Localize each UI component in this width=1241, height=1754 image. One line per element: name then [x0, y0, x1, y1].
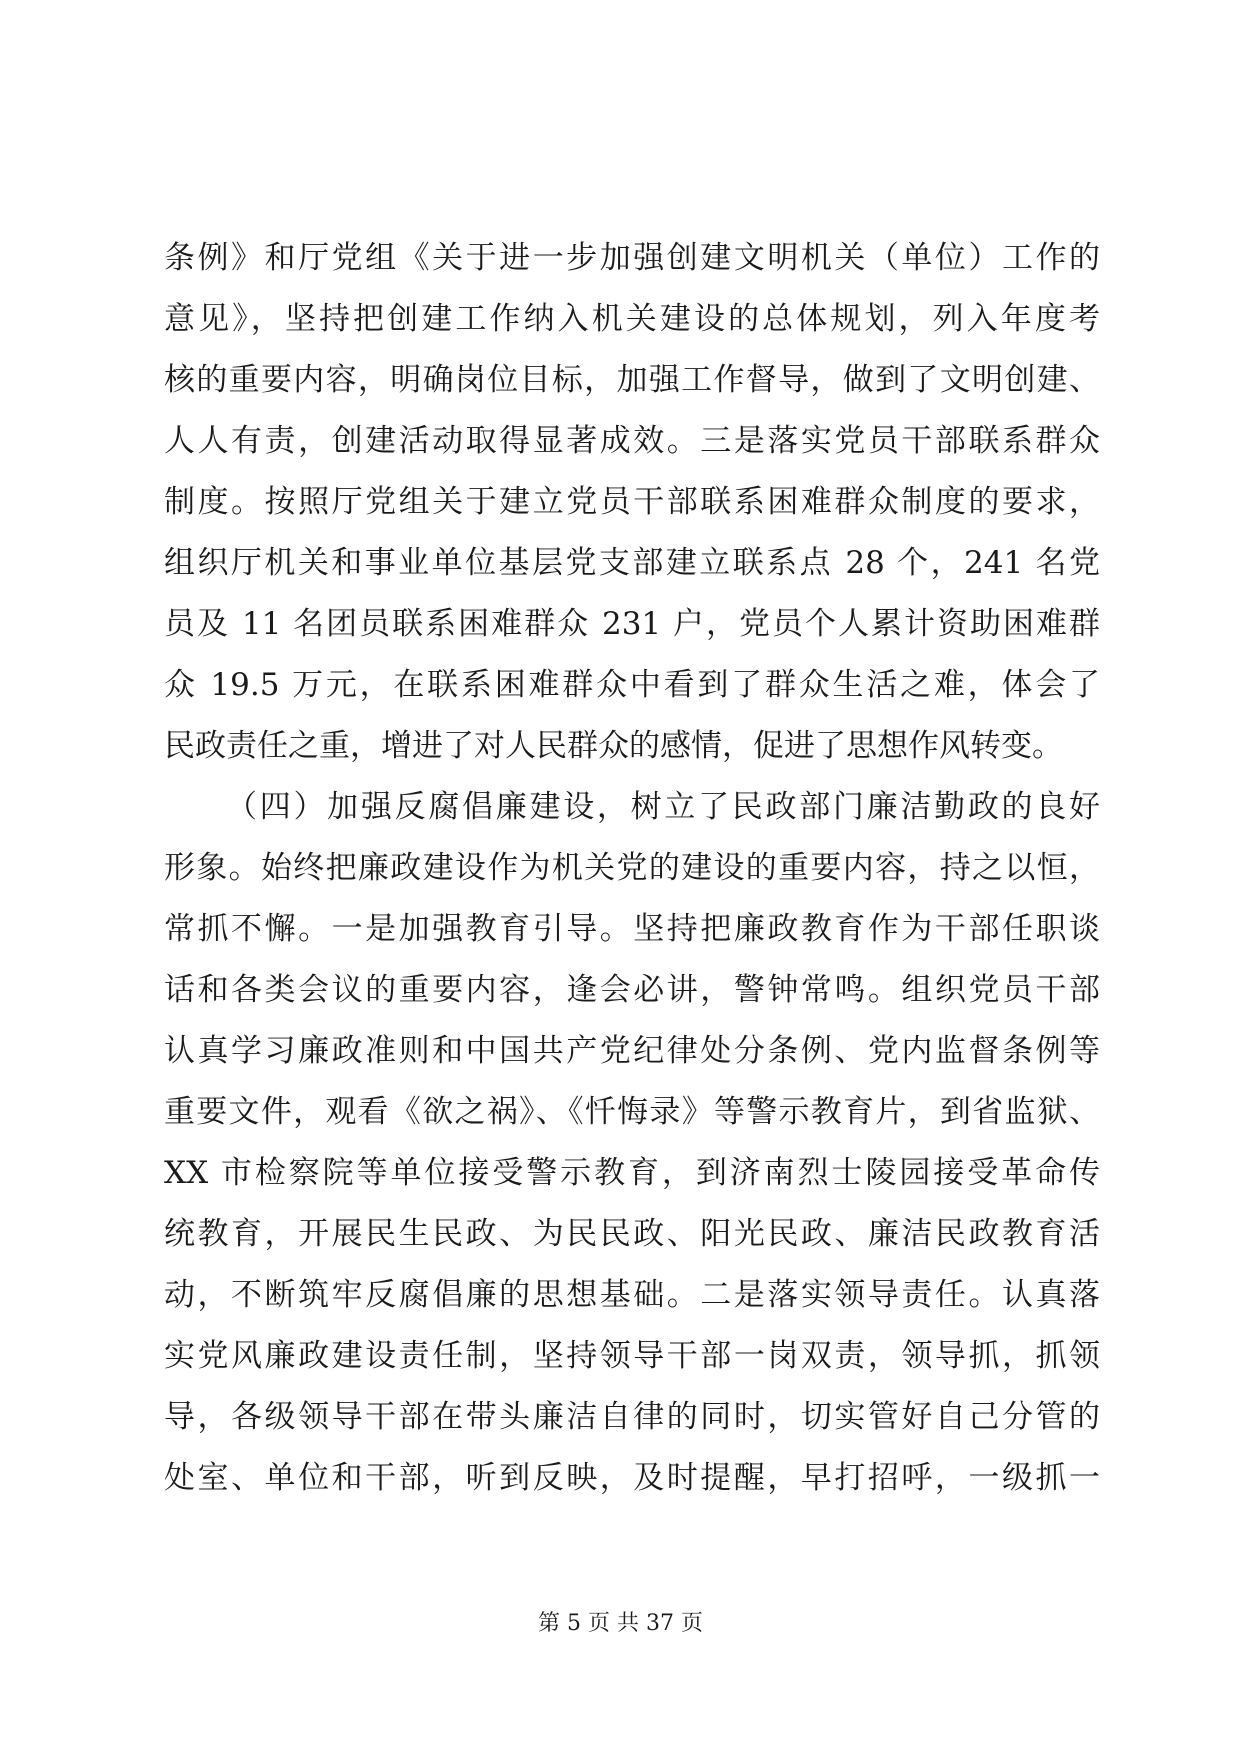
- text-line: （四）加强反腐倡廉建设，树立了民政部门廉洁勤政的良好: [226, 789, 1100, 825]
- text-line: 话和各类会议的重要内容，逢会必讲，警钟常鸣。组织党员干部: [164, 972, 1100, 1008]
- text-line: 核的重要内容，明确岗位目标，加强工作督导，做到了文明创建、: [164, 362, 1100, 398]
- text-line: 众 19.5 万元，在联系困难群众中看到了群众生活之难，体会了: [164, 667, 1100, 703]
- text-line: 重要文件，观看《欲之祸》、《忏悔录》等警示教育片，到省监狱、: [164, 1094, 1100, 1130]
- body-text: [164, 228, 1100, 1509]
- text-line: 实党风廉政建设责任制，坚持领导干部一岗双责，领导抓，抓领: [164, 1338, 1100, 1374]
- text-line: 组织厅机关和事业单位基层党支部建立联系点 28 个，241 名党: [164, 545, 1100, 581]
- text-line: 常抓不懈。一是加强教育引导。坚持把廉政教育作为干部任职谈: [164, 911, 1100, 947]
- text-line: 动，不断筑牢反腐倡廉的思想基础。二是落实领导责任。认真落: [164, 1277, 1100, 1313]
- text-line: 条例》和厅党组《关于进一步加强创建文明机关（单位）工作的: [164, 240, 1100, 276]
- text-line: 意见》，坚持把创建工作纳入机关建设的总体规划，列入年度考: [164, 301, 1100, 337]
- text-line: 形象。始终把廉政建设作为机关党的建设的重要内容，持之以恒，: [164, 850, 1100, 886]
- text-line: 人人有责，创建活动取得显著成效。三是落实党员干部联系群众: [164, 423, 1100, 459]
- text-line: 员及 11 名团员联系困难群众 231 户，党员个人累计资助困难群: [164, 606, 1100, 642]
- text-line: 民政责任之重，增进了对人民群众的感情，促进了思想作风转变。: [164, 728, 1063, 764]
- text-line: XX 市检察院等单位接受警示教育，到济南烈士陵园接受革命传: [164, 1155, 1100, 1191]
- text-line: 制度。按照厅党组关于建立党员干部联系困难群众制度的要求，: [164, 484, 1100, 520]
- text-line: 认真学习廉政准则和中国共产党纪律处分条例、党内监督条例等: [164, 1033, 1100, 1069]
- text-line: 导，各级领导干部在带头廉洁自律的同时，切实管好自己分管的: [164, 1399, 1100, 1435]
- text-line: 处室、单位和干部，听到反映，及时提醒，早打招呼，一级抓一: [164, 1460, 1100, 1496]
- text-line: 统教育，开展民生民政、为民民政、阳光民政、廉洁民政教育活: [164, 1216, 1100, 1252]
- page-footer: 第 5 页 共 37 页: [538, 1611, 703, 1636]
